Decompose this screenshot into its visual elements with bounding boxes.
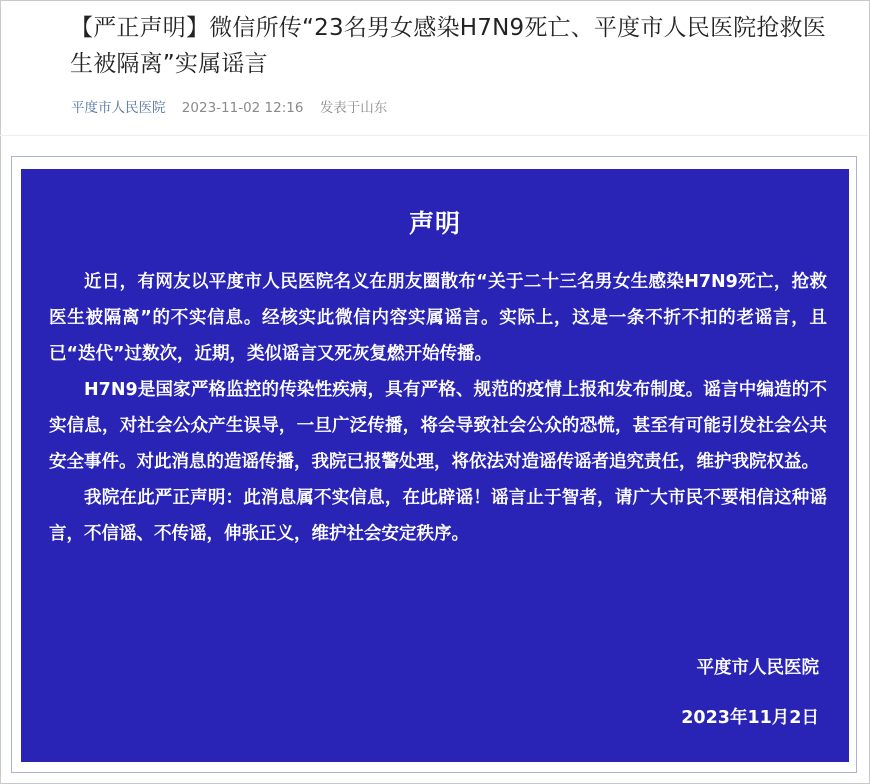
statement-heading: 声明 <box>408 209 461 238</box>
statement-paragraph-3 <box>49 480 827 552</box>
statement-image <box>21 169 849 762</box>
statement-paragraph-1: 近日，有网友以平度市人民医院名义在朋友圈散布“关于二十三名男女生感染H7N9死亡，抢救医生被隔离”的不实信息。经核实此微信内容实属谣言。实际上，这是一条不折不扣的老谣言，且已“迭代”过数次，近期，类似谣言又死灰复燃开始传播。 <box>49 272 827 364</box>
statement-date: 2023年11月2日 <box>681 708 819 728</box>
statement-body <box>49 264 827 552</box>
statement-signature: 平度市人民医院 <box>696 658 819 678</box>
header-divider <box>0 135 868 136</box>
publish-time: 2023-11-02 12:16 <box>181 100 304 116</box>
publish-location: 发表于山东 <box>319 100 388 116</box>
author-link[interactable]: 平度市人民医院 <box>71 100 166 116</box>
article-meta <box>71 98 387 118</box>
article-title: 【严正声明】微信所传“23名男女感染H7N9死亡、平度市人民医院抢救医生被隔离”实属谣言 <box>70 15 826 77</box>
statement-declaration-lead: 我院在此严正声明： <box>84 488 244 508</box>
statement-declaration-text: 此消息属不实信息，在此辟谣！谣言止于智者，请广大市民不要相信这种谣言，不信谣、不传谣，伸张正义，维护社会安定秩序。 <box>49 488 828 544</box>
statement-paragraph-2: H7N9是国家严格监控的传染性疾病，具有严格、规范的疫情上报和发布制度。谣言中编造的不实信息，对社会公众产生误导，一旦广泛传播，将会导致社会公众的恐慌，甚至有可能引发社会公共安全事件。对此消息的造谣传播，我院已报警处理，将依法对造谣传谣者追究责任，维护我院权益。 <box>49 380 827 472</box>
